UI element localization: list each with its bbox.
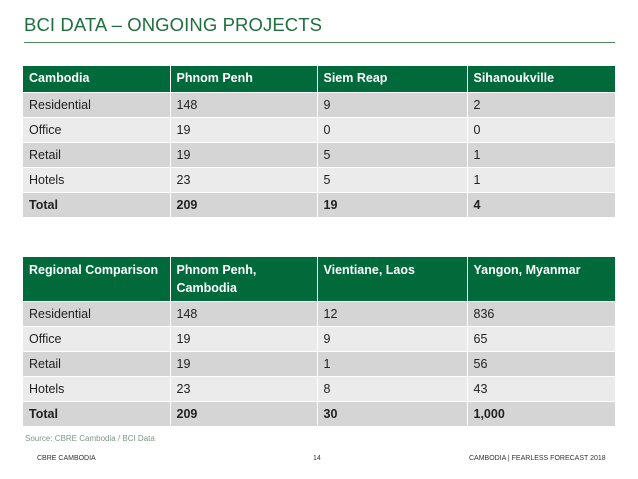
table-cell: 0 [317, 117, 467, 142]
table-row [23, 92, 615, 117]
table-cell: 148 [170, 301, 317, 326]
table-cell: 5 [317, 167, 467, 192]
page-title: BCI DATA – ONGOING PROJECTS [24, 14, 323, 35]
row-label: Total [23, 401, 170, 426]
header-cell: Phnom Penh, Cambodia [170, 257, 317, 301]
row-label: Retail [23, 142, 170, 167]
table-cell: 19 [170, 142, 317, 167]
header-cell: Phnom Penh [170, 66, 317, 92]
table-row [23, 326, 615, 351]
table-header-row [23, 257, 615, 301]
total-row [23, 401, 615, 426]
table-cell: 209 [170, 192, 317, 217]
footer-report-title: CAMBODIA | FEARLESS FORECAST 2018 [469, 455, 606, 462]
table-cell: 0 [467, 117, 615, 142]
table-cell: 19 [170, 351, 317, 376]
table-header-row [23, 66, 615, 92]
table-cell: 43 [467, 376, 615, 401]
regional-comparison-table [23, 257, 615, 426]
table-cell: 148 [170, 92, 317, 117]
header-cell: Siem Reap [317, 66, 467, 92]
table-cell: 9 [317, 92, 467, 117]
table-cell: 65 [467, 326, 615, 351]
row-label: Residential [23, 301, 170, 326]
header-cell: Regional Comparison [23, 257, 170, 301]
table-cell: 9 [317, 326, 467, 351]
table-cell: 1 [317, 351, 467, 376]
table-row [23, 142, 615, 167]
row-label: Hotels [23, 167, 170, 192]
table-cell: 12 [317, 301, 467, 326]
table-row [23, 376, 615, 401]
table-cell: 30 [317, 401, 467, 426]
row-label: Hotels [23, 376, 170, 401]
table-cell: 1 [467, 142, 615, 167]
row-label: Retail [23, 351, 170, 376]
page-number: 14 [313, 455, 321, 462]
table-row [23, 117, 615, 142]
header-cell: Vientiane, Laos [317, 257, 467, 301]
table-cell: 2 [467, 92, 615, 117]
row-label: Total [23, 192, 170, 217]
table-cell: 19 [170, 326, 317, 351]
table-cell: 56 [467, 351, 615, 376]
cambodia-projects-table [23, 66, 615, 217]
source-note: Source: CBRE Cambodia / BCI Data [25, 434, 155, 443]
header-cell: Yangon, Myanmar [467, 257, 615, 301]
total-row [23, 192, 615, 217]
table-row [23, 167, 615, 192]
table-cell: 209 [170, 401, 317, 426]
header-cell: Cambodia [23, 66, 170, 92]
table-cell: 19 [170, 117, 317, 142]
table-cell: 8 [317, 376, 467, 401]
table-cell: 836 [467, 301, 615, 326]
table-cell: 4 [467, 192, 615, 217]
row-label: Residential [23, 92, 170, 117]
table-row [23, 351, 615, 376]
header-cell: Sihanoukville [467, 66, 615, 92]
title-divider [24, 42, 615, 43]
row-label: Office [23, 326, 170, 351]
table-cell: 19 [317, 192, 467, 217]
footer-company: CBRE CAMBODIA [37, 455, 96, 462]
table-cell: 5 [317, 142, 467, 167]
table-cell: 23 [170, 167, 317, 192]
table-cell: 23 [170, 376, 317, 401]
table-cell: 1 [467, 167, 615, 192]
table-row [23, 301, 615, 326]
row-label: Office [23, 117, 170, 142]
table-cell: 1,000 [467, 401, 615, 426]
